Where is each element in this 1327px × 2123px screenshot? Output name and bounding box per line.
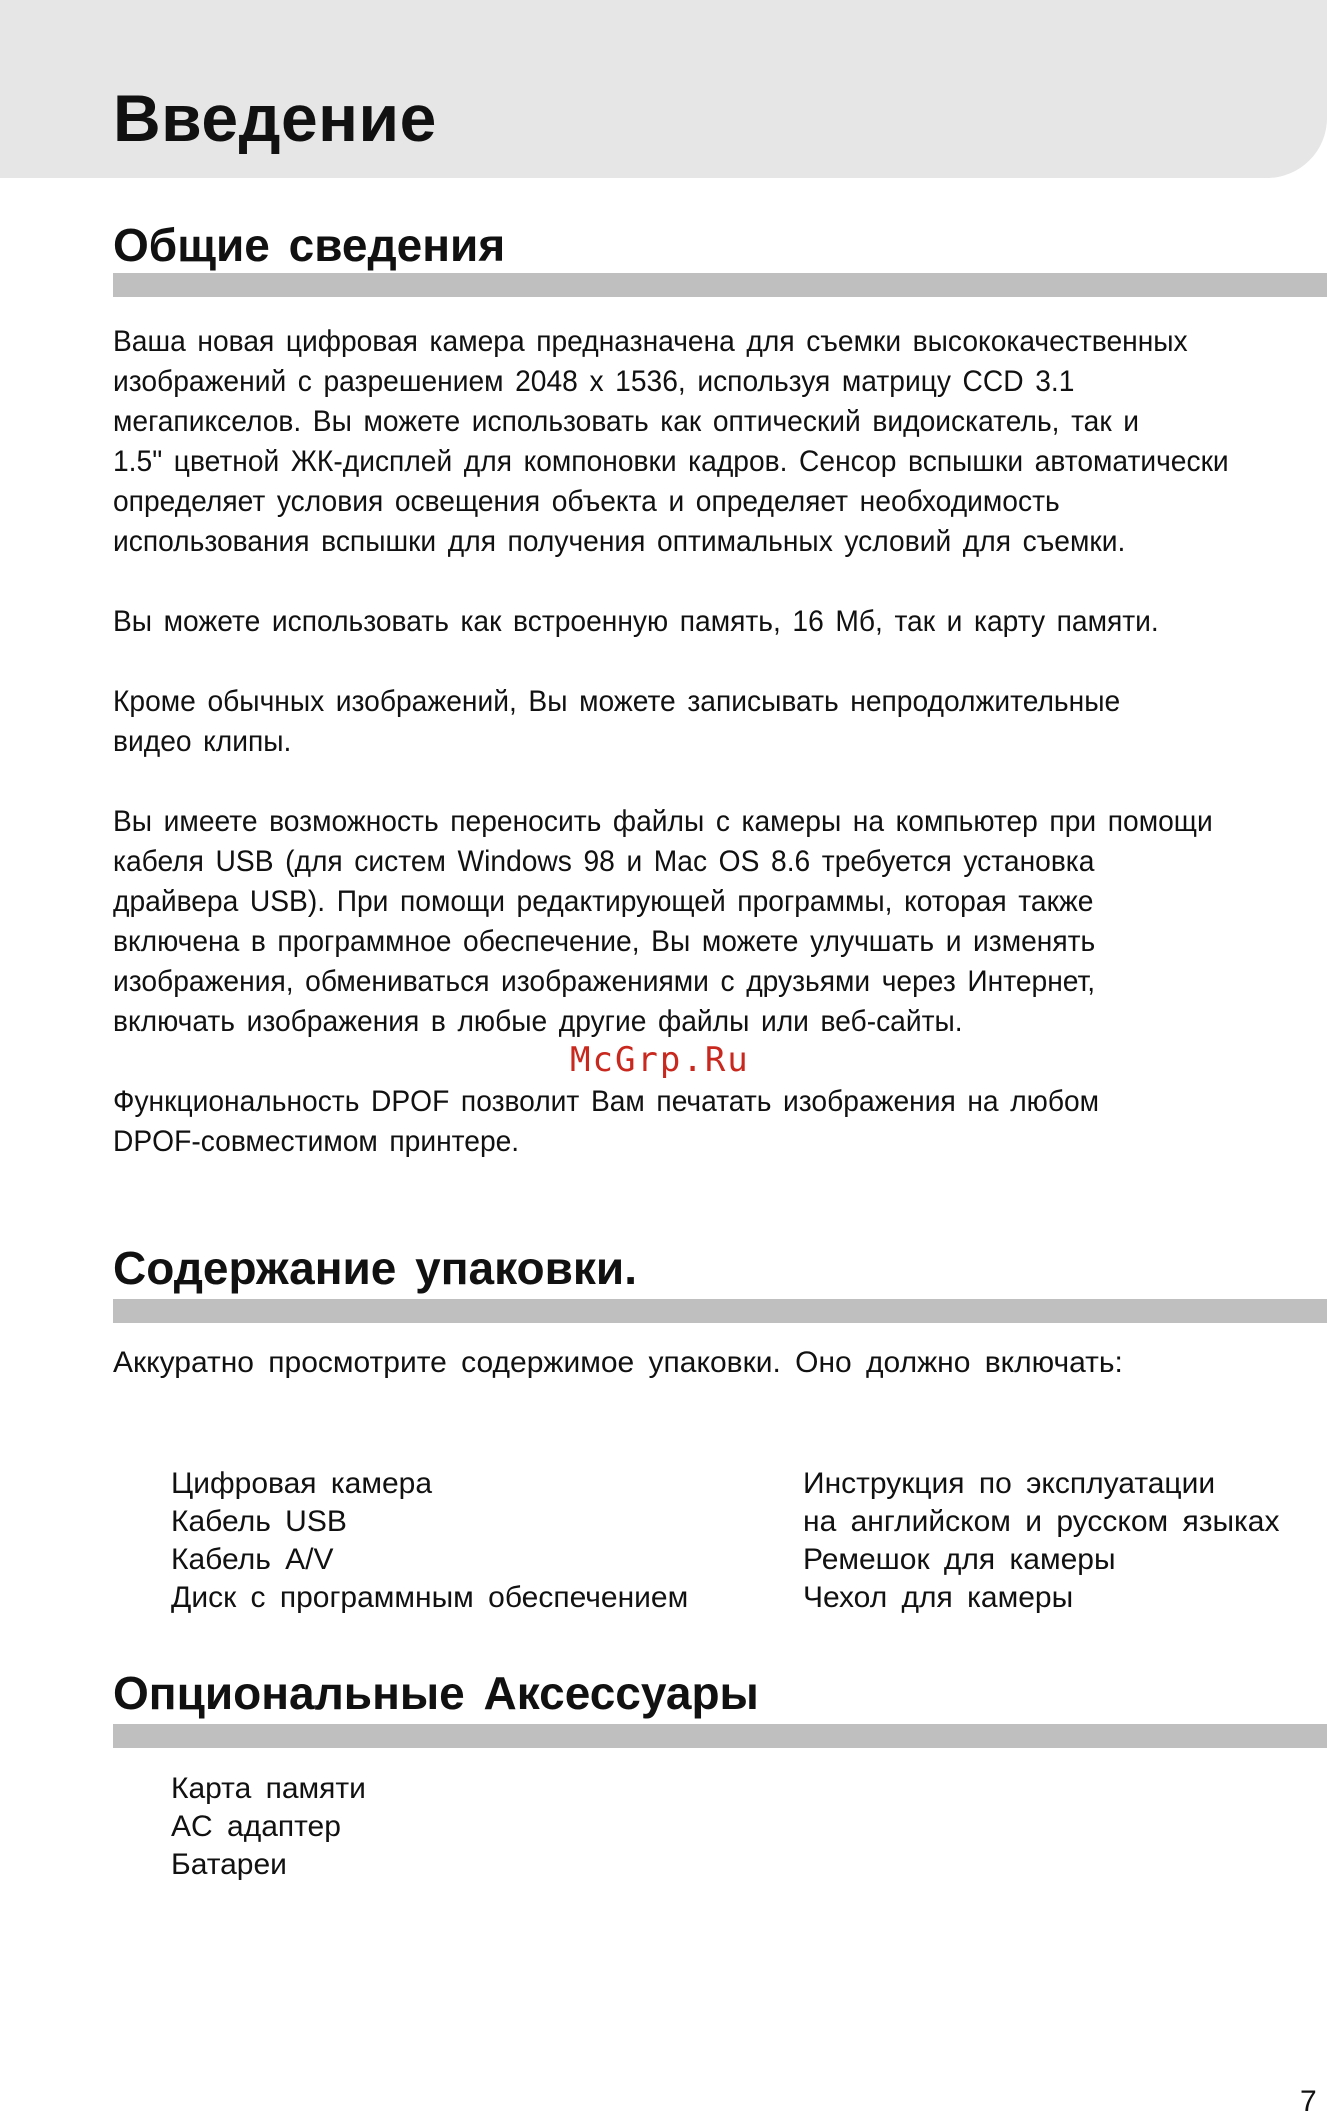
section-rule-general	[113, 273, 1327, 297]
package-intro: Аккуратно просмотрите содержимое упаковки. Оно должно включать:	[113, 1346, 1123, 1379]
list-item: Чехол для камеры	[803, 1581, 1074, 1614]
list-item: Карта памяти	[171, 1772, 366, 1805]
section-title-general: Общие сведения	[113, 219, 506, 271]
list-item: Инструкция по эксплуатации	[803, 1467, 1216, 1500]
optional-list	[171, 1770, 366, 1884]
section-title-optional: Опциональные Аксессуары	[113, 1667, 759, 1719]
page-title: Введение	[113, 81, 437, 155]
list-item: AC адаптер	[171, 1810, 341, 1843]
section-title-package: Содержание упаковки.	[113, 1242, 637, 1294]
watermark: McGrp.Ru	[570, 1040, 750, 1080]
package-list-left	[171, 1465, 688, 1617]
page-number: 7	[1300, 2085, 1317, 2118]
section-rule-package	[113, 1299, 1327, 1323]
paragraph-dpof: Функциональность DPOF позволит Вам печатать изображения на любом DPOF-совместимом принтере.	[113, 1085, 1100, 1158]
paragraph-usb-transfer: Вы имеете возможность переносить файлы с камеры на компьютер при помощи кабеля USB (для систем Windows 98 и Mac OS 8.6 требуется установка драйвера USB). При помощи редактирующей программы, которая также включена в программное обеспечение, Вы можете улучшать и изменять изображения, обмениваться изображениями с друзьями через Интернет, включать изображения в любые другие файлы или веб-сайты.	[113, 805, 1213, 1038]
list-item: Кабель A/V	[171, 1543, 334, 1576]
list-item: Кабель USB	[171, 1505, 347, 1538]
list-item: Ремешок для камеры	[803, 1543, 1116, 1576]
paragraph-video-clips: Кроме обычных изображений, Вы можете записывать непродолжительные видео клипы.	[113, 685, 1121, 758]
list-item: на английском и русском языках	[803, 1505, 1280, 1538]
package-list-right	[803, 1465, 1280, 1617]
list-item: Диск с программным обеспечением	[171, 1581, 689, 1614]
paragraph-memory: Вы можете использовать как встроенную память, 16 Мб, так и карту памяти.	[113, 605, 1159, 638]
list-item: Цифровая камера	[171, 1467, 433, 1500]
list-item: Батареи	[171, 1848, 287, 1881]
section-rule-optional	[113, 1724, 1327, 1748]
paragraph-camera-description: Ваша новая цифровая камера предназначена для съемки высококачественных изображений с разрешением 2048 x 1536, используя матрицу CCD 3.1 мегапикселов. Вы можете использовать как оптический видоискатель, так и 1.5" цветной ЖК-дисплей для компоновки кадров. Сенсор вспышки автоматически определяет условия освещения объекта и определяет необходимость использования вспышки для получения оптимальных условий для съемки.	[113, 325, 1229, 558]
